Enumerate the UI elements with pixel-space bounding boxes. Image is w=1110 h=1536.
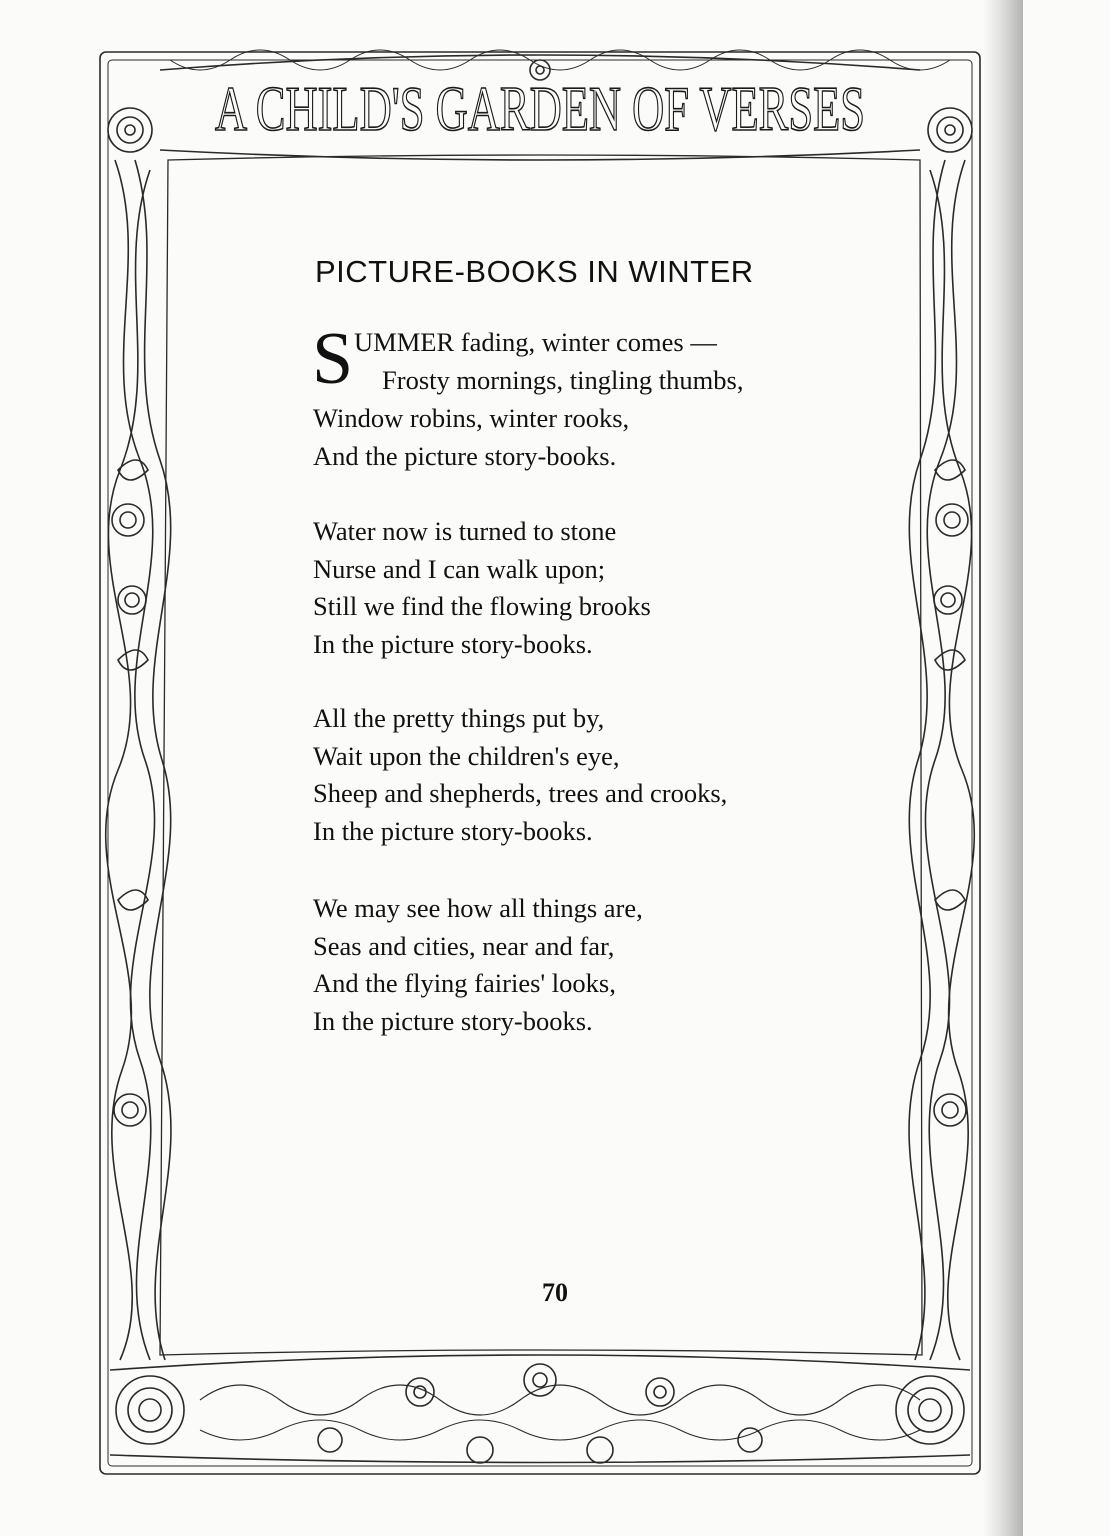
stanza-3 <box>313 700 727 850</box>
stanza-4 <box>313 890 643 1040</box>
poem-line: In the picture story-books. <box>313 815 593 846</box>
stanza-2 <box>313 513 651 663</box>
drop-cap: S <box>312 318 354 400</box>
poem-line: Nurse and I can walk upon; <box>313 553 606 584</box>
poem-line: All the pretty things put by, <box>313 703 605 733</box>
poem-line: In the picture story-books. <box>313 628 593 659</box>
poem-line: Window robins, winter rooks, <box>313 403 630 433</box>
running-header <box>205 68 875 148</box>
poem-title: PICTURE-BOOKS IN WINTER <box>315 254 754 289</box>
poem-line: And the picture story-books. <box>313 440 617 471</box>
poem-line: Wait upon the children's eye, <box>313 740 620 771</box>
poem-line: Still we find the flowing brooks <box>313 591 651 621</box>
poem-line: Frosty mornings, tingling thumbs, <box>382 365 744 395</box>
poem-line: We may see how all things are, <box>313 893 643 923</box>
running-header-text: A CHILD'S GARDEN OF VERSES <box>215 73 865 144</box>
poem-line: Water now is turned to stone <box>313 516 617 546</box>
page-number: 70 <box>542 1278 568 1307</box>
poem-line: Seas and cities, near and far, <box>313 930 615 961</box>
poem-line: And the flying fairies' looks, <box>313 968 616 998</box>
poem-first-line: UMMER fading, winter comes — <box>354 327 717 357</box>
poem-line: Sheep and shepherds, trees and crooks, <box>313 778 728 808</box>
poem-line: In the picture story-books. <box>313 1005 593 1036</box>
stanza-1 <box>313 400 629 475</box>
